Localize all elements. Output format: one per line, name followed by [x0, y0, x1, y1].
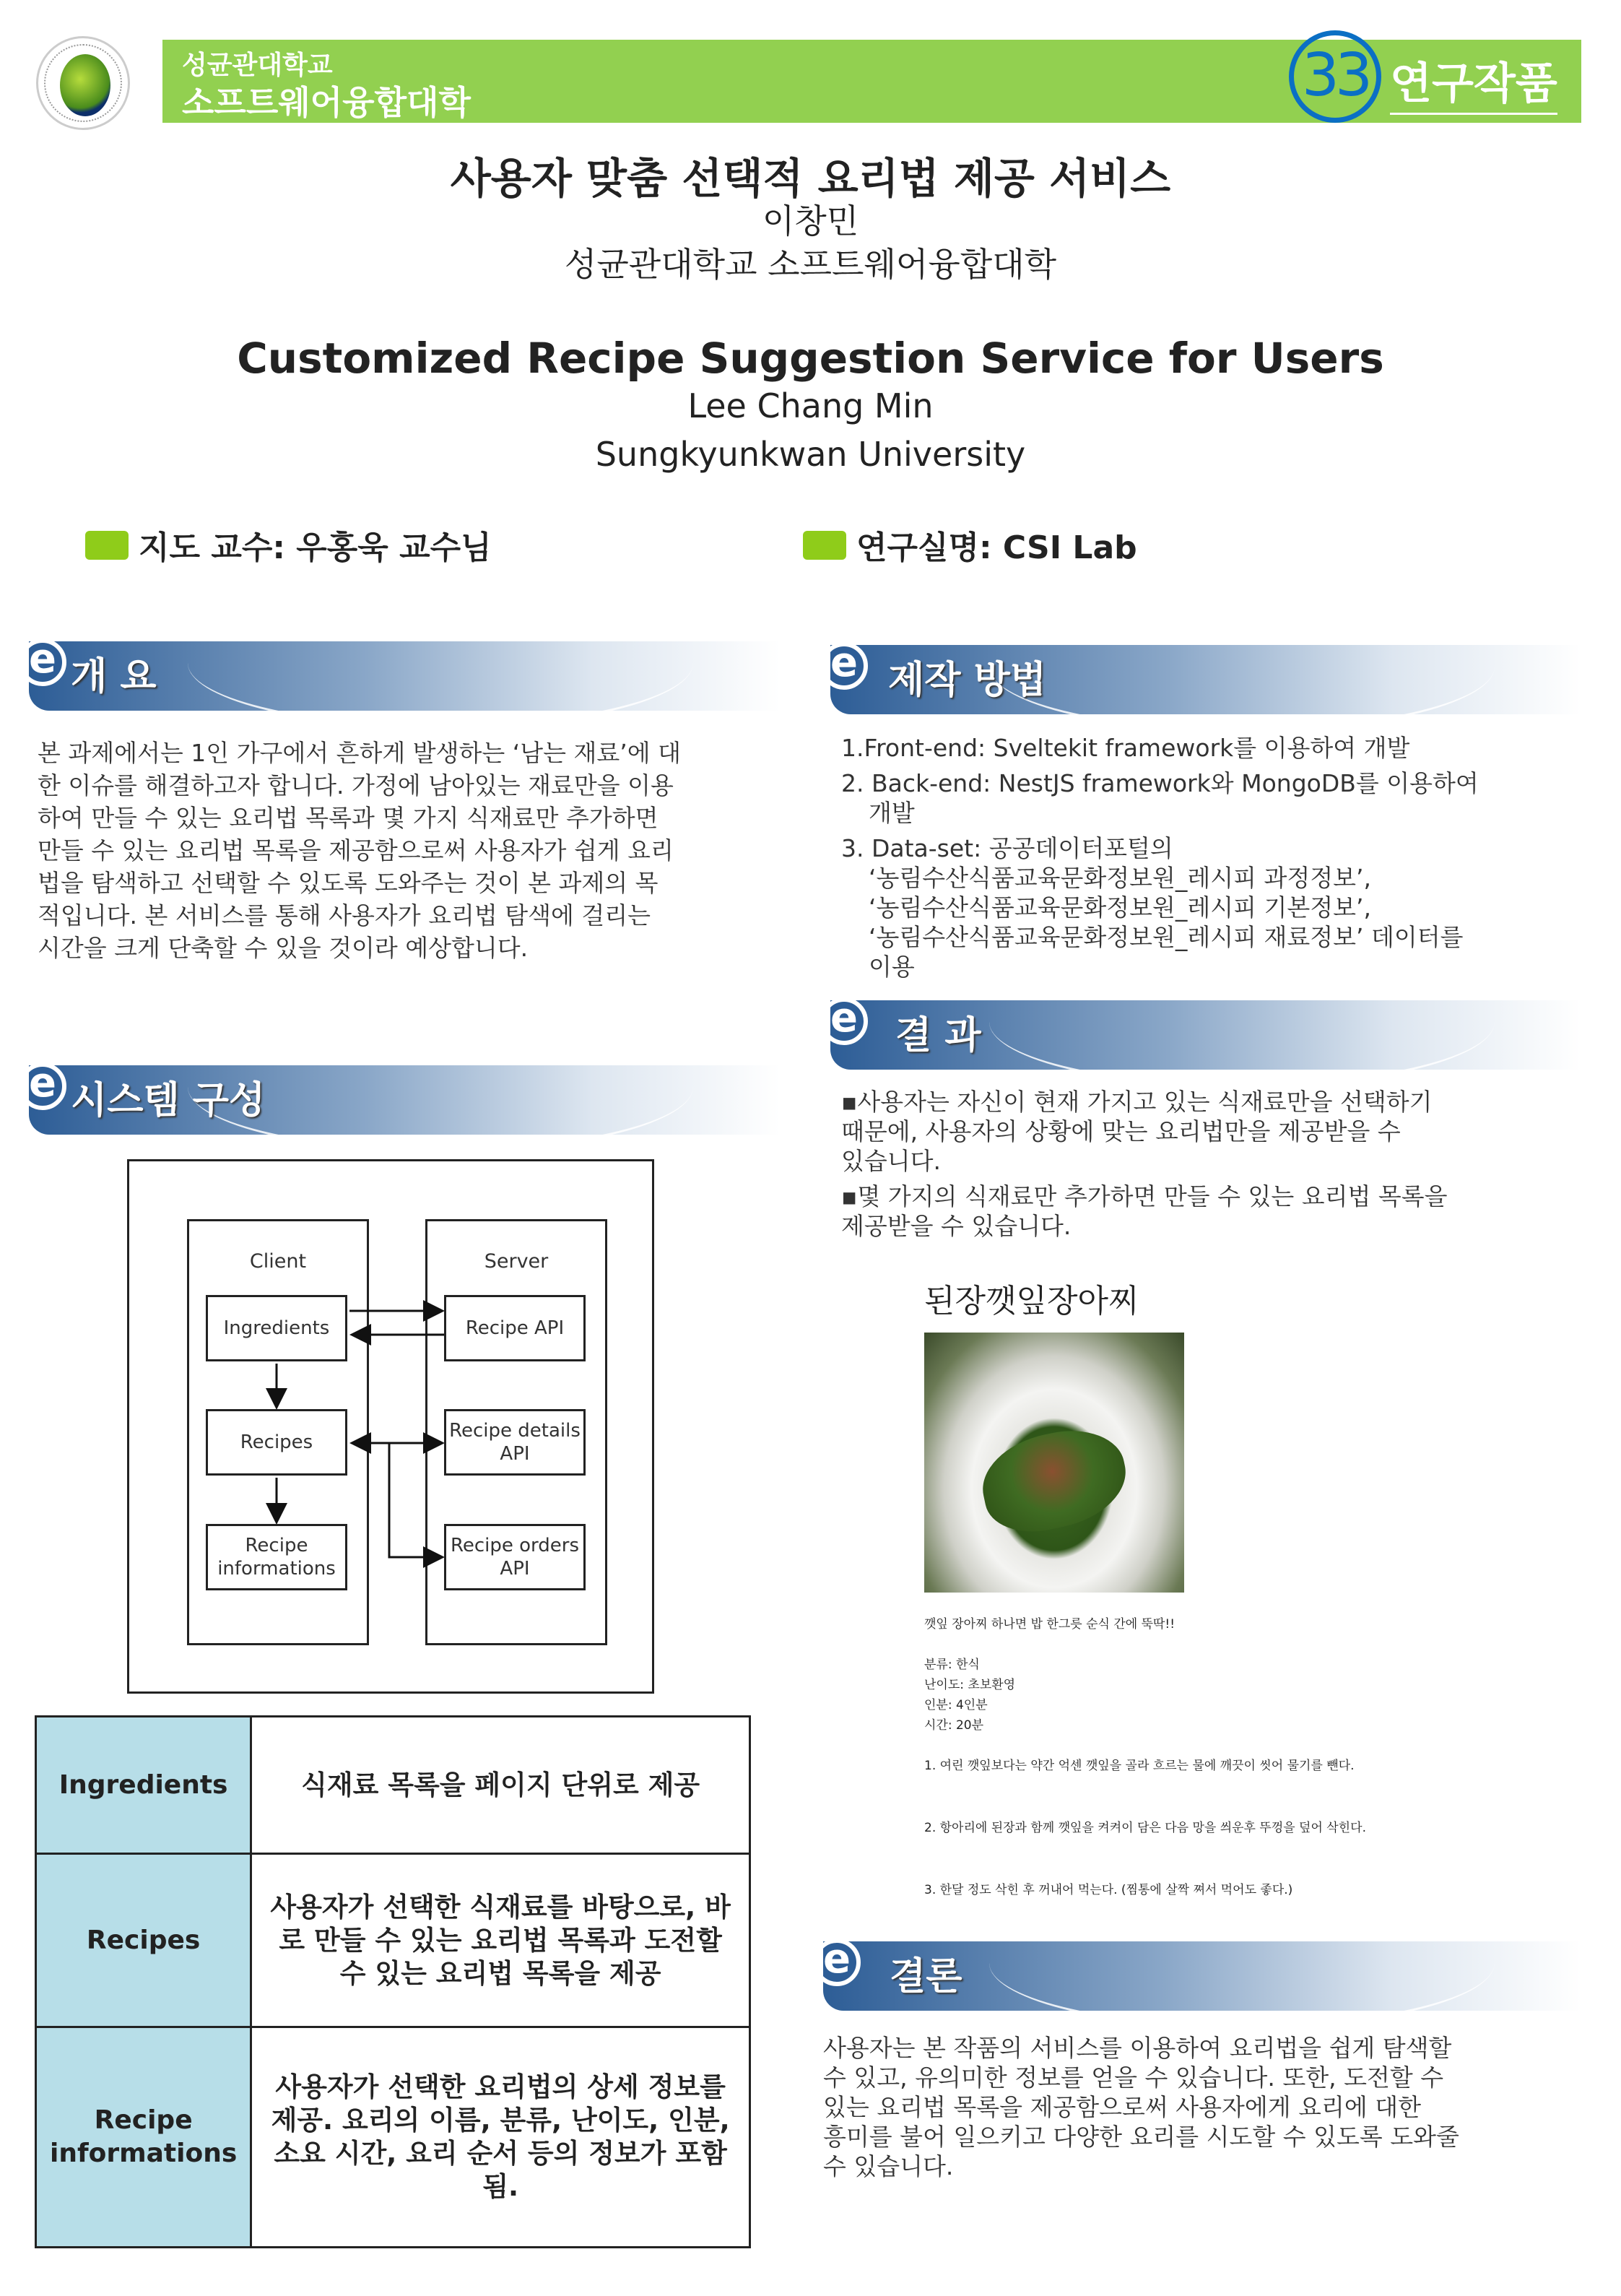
result-text [841, 1087, 1585, 1241]
list-item: 이용 [869, 953, 915, 981]
author-ko: 이창민 [762, 202, 859, 241]
section-header-conclusion [823, 1941, 1581, 2011]
recipe-step: 2. 항아리에 된장과 함께 깻잎을 켜켜이 담은 다음 망을 씌운후 뚜껑을 덮어 삭힌다. [924, 1821, 1366, 1835]
title-en: Customized Recipe Suggestion Service for Users [237, 334, 1384, 383]
conclusion-text [823, 2033, 1589, 2181]
advisor-bullet-icon [85, 531, 129, 560]
text-line: 수 있습니다. [823, 2152, 954, 2180]
table-value: 사용자가 선택한 식재료를 바탕으로, 바로 만들 수 있는 요리법 목록과 도전할 수 있는 요리법 목록을 제공 [251, 1854, 750, 2027]
table-row [36, 1854, 750, 2027]
recipe-step: 1. 여린 깻잎보다는 약간 억센 깻잎을 골라 흐르는 물에 깨끗이 씻어 물기를 뺀다. [924, 1759, 1355, 1773]
affiliation-ko: 성균관대학교 소프트웨어융합대학 [564, 245, 1057, 284]
author-en: Lee Chang Min [687, 386, 934, 425]
recipe-time: 시간: 20분 [924, 1718, 984, 1733]
section-header-method [830, 645, 1581, 714]
text-line: 사용자는 본 작품의 서비스를 이용하여 요리법을 쉽게 탐색할 [823, 2034, 1452, 2062]
text-line: 적입니다. 본 서비스를 통해 사용자가 요리법 탐색에 걸리는 [38, 901, 651, 930]
table-value: 사용자가 선택한 요리법의 상세 정보를 제공. 요리의 이름, 분류, 난이도, 인분, 소요 시간, 요리 순서 등의 정보가 포함됨. [251, 2027, 750, 2248]
affiliation-en: Sungkyunkwan University [595, 435, 1026, 474]
header-university: 성균관대학교 [182, 51, 333, 80]
section-header-result [830, 1000, 1581, 1070]
text-line: ▪사용자는 자신이 현재 가지고 있는 식재료만을 선택하기 [841, 1088, 1433, 1116]
university-logo [36, 36, 130, 130]
server-label: Server [484, 1250, 549, 1273]
diagram-arrows [129, 1161, 652, 1691]
section-title: 제작 방법 [888, 659, 1047, 702]
recipe-photo [924, 1333, 1184, 1593]
architecture-diagram [127, 1159, 654, 1694]
e-logo-icon: e [29, 641, 66, 686]
method-list [841, 733, 1585, 982]
recipe-category: 분류: 한식 [924, 1658, 980, 1672]
title-ko: 사용자 맞춤 선택적 요리법 제공 서비스 [450, 154, 1171, 203]
lab-label: 연구실명: CSI Lab [856, 529, 1137, 566]
text-line: 본 과제에서는 1인 가구에서 흔하게 발생하는 ‘남는 재료’에 대 [38, 739, 681, 767]
list-item: 2. Back-end: NestJS framework와 MongoDB를 이용하여 [841, 769, 1479, 797]
text-line: 수 있고, 유의미한 정보를 얻을 수 있습니다. 또한, 도전할 수 [823, 2063, 1444, 2092]
table-key: Recipe informations [36, 2027, 251, 2248]
overview-text [38, 737, 796, 964]
table-key: Recipes [36, 1854, 251, 2027]
advisor-label: 지도 교수: 우홍욱 교수님 [139, 529, 492, 566]
list-item: 3. Data-set: 공공데이터포털의 [841, 834, 1173, 862]
recipe-servings: 인분: 4인분 [924, 1698, 988, 1712]
list-item: ‘농림수산식품교육문화정보원_레시피 과정정보’, [869, 864, 1372, 892]
poster-number-badge: 33 [1289, 30, 1381, 123]
list-item: ‘농림수산식품교육문화정보원_레시피 기본정보’, [869, 893, 1372, 922]
node-recipe-api: Recipe API [444, 1295, 586, 1361]
e-logo-icon: e [29, 1065, 66, 1110]
recipe-details [924, 1614, 1574, 1900]
node-recipe-informations: Recipe informations [206, 1524, 347, 1590]
section-title: 시스템 구성 [71, 1079, 266, 1122]
node-ingredients: Ingredients [206, 1295, 347, 1361]
client-label: Client [249, 1250, 307, 1273]
list-item: ‘농림수산식품교육문화정보원_레시피 재료정보’ 데이터를 [869, 923, 1464, 951]
recipe-name: 된장깻잎장아찌 [924, 1283, 1139, 1320]
node-recipe-details-api: Recipe details API [444, 1409, 586, 1476]
header-college: 소프트웨어융합대학 [182, 83, 471, 122]
e-logo-icon: e [823, 1941, 861, 1986]
node-recipe-orders-api: Recipe orders API [444, 1524, 586, 1590]
header-category: 연구작품 [1390, 49, 1557, 115]
recipe-description: 깻잎 장아찌 하나면 밥 한그릇 순식 간에 뚝딱!! [924, 1617, 1175, 1632]
text-line: 제공받을 수 있습니다. [841, 1212, 1072, 1240]
recipe-step: 3. 한달 정도 삭힌 후 꺼내어 먹는다. (찜통에 살짝 쪄서 먹어도 좋다.) [924, 1883, 1293, 1897]
e-logo-icon: e [830, 1000, 868, 1045]
section-title: 결 과 [895, 1014, 981, 1057]
e-logo-icon: e [830, 645, 868, 690]
list-item: 1.Front-end: Sveltekit framework를 이용하여 개발 [841, 734, 1410, 762]
arrow-to-orders-api [389, 1443, 443, 1557]
table-row [36, 2027, 750, 2248]
section-title: 개 요 [71, 655, 157, 698]
component-table [35, 1715, 751, 2248]
text-line: 한 이슈를 해결하고자 합니다. 가정에 남아있는 재료만을 이용 [38, 771, 674, 800]
text-line: 시간을 크게 단축할 수 있을 것이라 예상합니다. [38, 934, 529, 962]
text-line: 법을 탐색하고 선택할 수 있도록 도와주는 것이 본 과제의 목 [38, 869, 659, 897]
list-item: 개발 [869, 799, 915, 827]
table-key: Ingredients [36, 1717, 251, 1854]
section-title: 결론 [890, 1955, 962, 1998]
table-value: 식재료 목록을 페이지 단위로 제공 [251, 1717, 750, 1854]
text-line: 흥미를 불어 일으키고 다양한 요리를 시도할 수 있도록 도와줄 [823, 2123, 1459, 2151]
text-line: 만들 수 있는 요리법 목록을 제공함으로써 사용자가 쉽게 요리 [38, 836, 674, 865]
table-row [36, 1717, 750, 1854]
recipe-difficulty: 난이도: 초보환영 [924, 1678, 1016, 1692]
section-header-system [29, 1065, 780, 1135]
section-header-overview [29, 641, 780, 711]
text-line: 있습니다. [841, 1147, 942, 1175]
text-line: ▪몇 가지의 식재료만 추가하면 만들 수 있는 요리법 목록을 [841, 1182, 1448, 1210]
text-line: 있는 요리법 목록을 제공함으로써 사용자에게 요리에 대한 [823, 2093, 1422, 2121]
text-line: 하여 만들 수 있는 요리법 목록과 몇 가지 식재료만 추가하면 [38, 804, 659, 832]
lab-bullet-icon [803, 531, 846, 560]
text-line: 때문에, 사용자의 상황에 맞는 요리법만을 제공받을 수 [841, 1117, 1401, 1145]
node-recipes: Recipes [206, 1409, 347, 1476]
